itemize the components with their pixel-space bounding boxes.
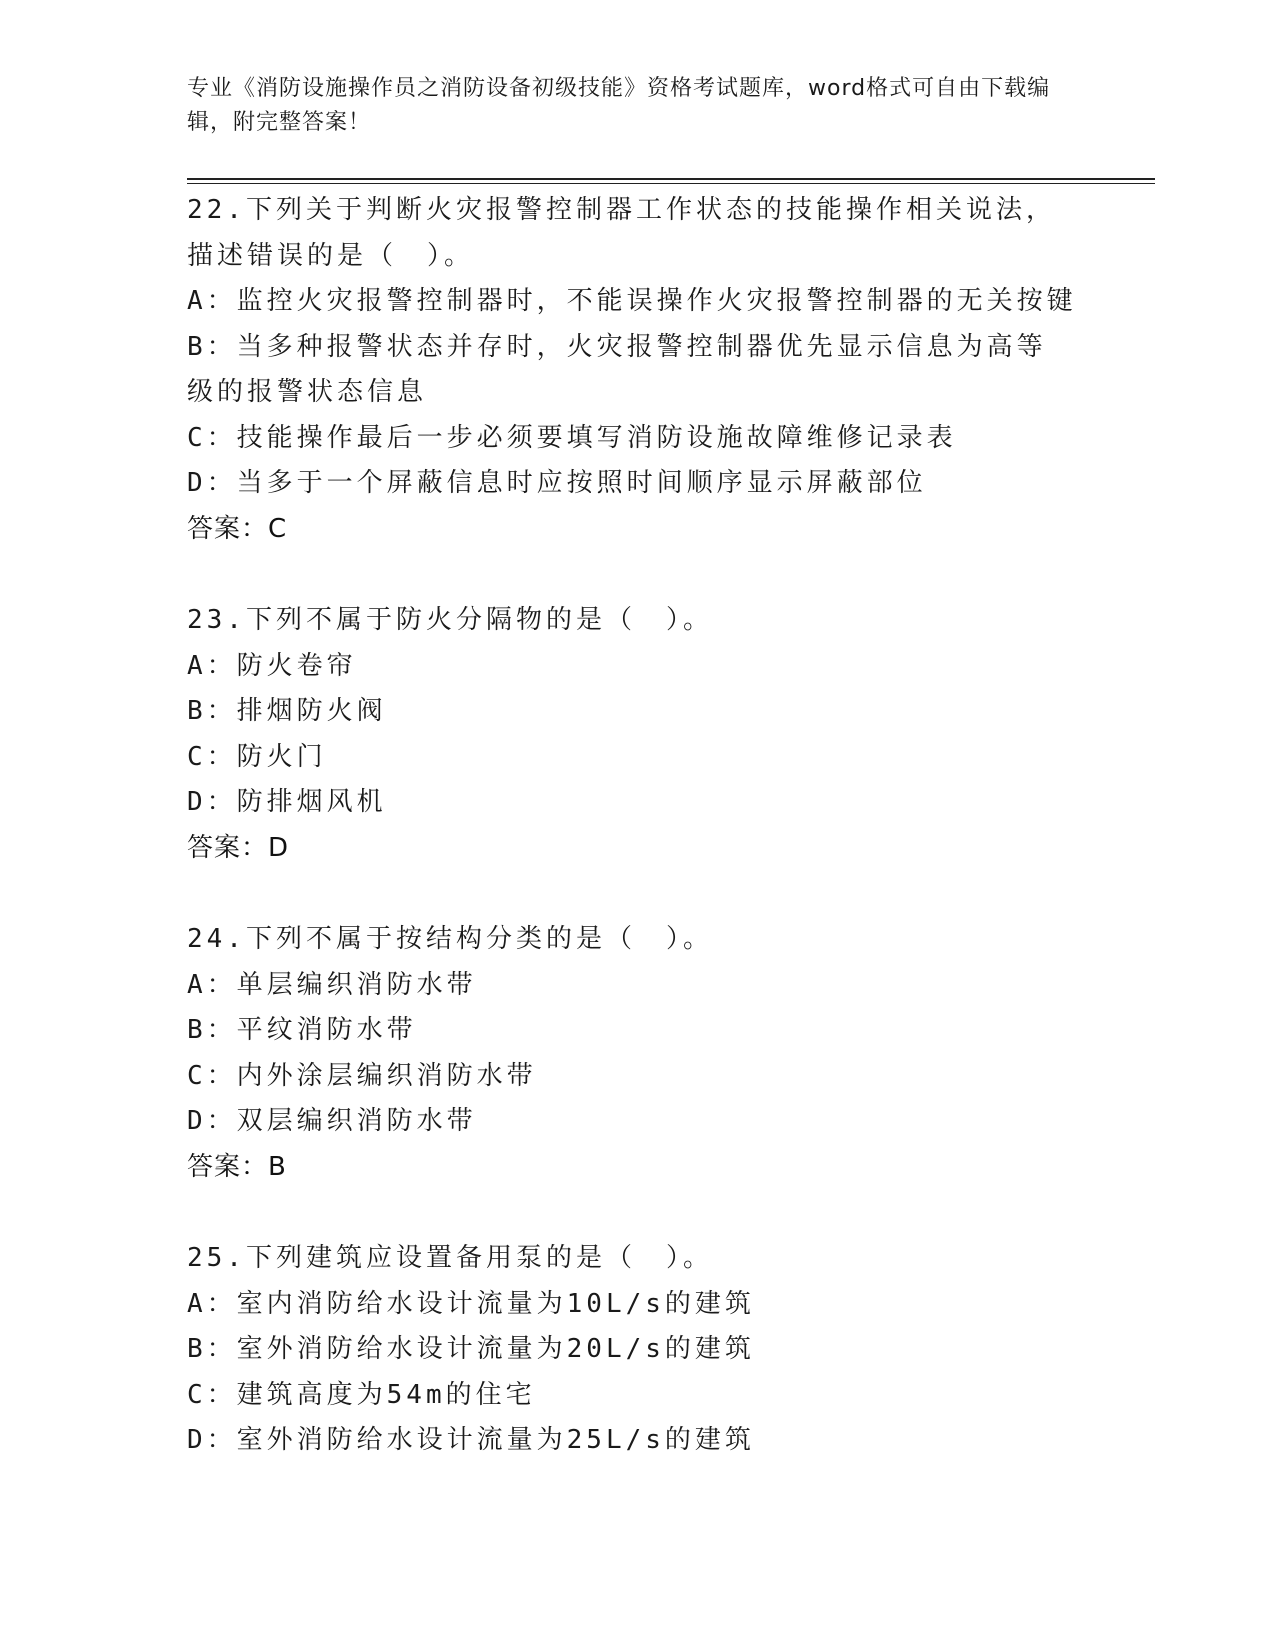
option-d: D：防排烟风机 <box>187 787 387 817</box>
option-a: A：室内消防给水设计流量为10L/s的建筑 <box>187 1288 755 1319</box>
question-22 <box>187 188 1087 552</box>
answer-label: 答案：C <box>187 513 288 544</box>
option-c: C：内外涂层编织消防水带 <box>187 1060 537 1091</box>
option-a: A：监控火灾报警控制器时，不能误操作火灾报警控制器的无关按键 <box>187 286 1077 316</box>
document-header: 专业《消防设施操作员之消防设备初级技能》资格考试题库，word格式可自由下载编辑，附完整答案！ <box>187 76 1051 135</box>
question-stem: 22.下列关于判断火灾报警控制器工作状态的技能操作相关说法，描述错误的是（ ）。 <box>187 195 1056 271</box>
option-b: B：室外消防给水设计流量为20L/s的建筑 <box>187 1334 755 1364</box>
question-stem: 25.下列建筑应设置备用泵的是（ ）。 <box>187 1243 713 1273</box>
question-list <box>187 188 1087 1510</box>
header-divider-thin <box>187 183 1155 184</box>
option-d: D：当多于一个屏蔽信息时应按照时间顺序显示屏蔽部位 <box>187 468 927 498</box>
option-c: C：防火门 <box>187 741 327 772</box>
question-25 <box>187 1236 1087 1464</box>
question-23 <box>187 598 1087 871</box>
option-b: B：排烟防火阀 <box>187 696 387 726</box>
option-d: D：双层编织消防水带 <box>187 1106 477 1136</box>
option-c: C：建筑高度为54m的住宅 <box>187 1379 536 1410</box>
option-c: C：技能操作最后一步必须要填写消防设施故障维修记录表 <box>187 422 957 453</box>
answer-label: 答案：B <box>187 1151 287 1182</box>
question-stem: 23.下列不属于防火分隔物的是（ ）。 <box>187 605 713 635</box>
question-stem: 24.下列不属于按结构分类的是（ ）。 <box>187 924 713 954</box>
answer-label: 答案：D <box>187 832 290 863</box>
option-a: A：防火卷帘 <box>187 650 357 681</box>
option-d: D：室外消防给水设计流量为25L/s的建筑 <box>187 1425 755 1455</box>
option-a: A：单层编织消防水带 <box>187 969 477 1000</box>
option-b: B：当多种报警状态并存时，火灾报警控制器优先显示信息为高等级的报警状态信息 <box>187 331 1047 407</box>
option-b: B：平纹消防水带 <box>187 1015 417 1045</box>
question-24 <box>187 917 1087 1190</box>
header-divider-thick <box>187 178 1155 180</box>
